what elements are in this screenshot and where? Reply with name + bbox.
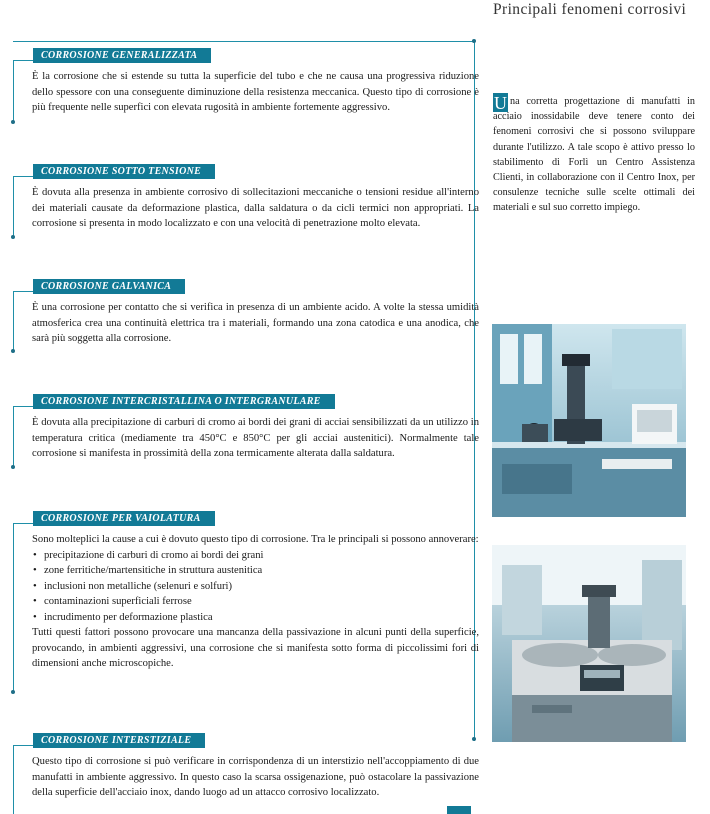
section-tick xyxy=(13,745,33,746)
section-outro: Tutti questi fattori possono provocare una mancanza della passivazione in alcuni punti della superficie, provocando, in ambienti aggressivi, una corrosione che si manifesta sotto forma di piccolissimi fori di dimensioni anche microscopiche. xyxy=(32,627,479,669)
laboratory-illustration xyxy=(492,324,686,517)
polishing-machine-illustration xyxy=(492,545,686,742)
section-title: CORROSIONE INTERCRISTALLINA O INTERGRANULARE xyxy=(33,394,335,409)
section-paragraph: È la corrosione che si estende su tutta la superficie del tubo e che ne causa una progressiva riduzione dello spessore con una conseguente diminuzione della resistenza meccanica. Questo tipo di corrosione è più frequente nelle superfici con elevata rugosità in ambiente fortemente aggressivo. xyxy=(32,71,479,113)
section-rule xyxy=(13,176,14,237)
section-corrosione-generalizzata xyxy=(13,48,479,122)
section-intro: Sono molteplici la cause a cui è dovuto questo tipo di corrosione. Tra le principali si possono annoverare: xyxy=(32,534,479,545)
section-end-dot xyxy=(11,349,15,353)
section-tick xyxy=(13,176,33,177)
section-tick xyxy=(13,291,33,292)
section-tick xyxy=(13,60,33,61)
polishing-machine-photo xyxy=(492,545,686,742)
section-corrosione-galvanica xyxy=(13,279,479,351)
section-rule xyxy=(13,291,14,351)
list-item: • inclusioni non metalliche (selenuri e solfuri) xyxy=(32,579,479,595)
list-item: • incrudimento per deformazione plastica xyxy=(32,610,479,626)
section-rule xyxy=(13,523,14,692)
section-text xyxy=(32,69,479,116)
section-rule xyxy=(13,406,14,467)
section-tick xyxy=(13,406,33,407)
section-title: CORROSIONE SOTTO TENSIONE xyxy=(33,164,215,179)
section-corrosione-intercristallina xyxy=(13,394,479,467)
frame-corner-dot xyxy=(472,39,476,43)
section-text xyxy=(32,754,479,801)
section-end-dot xyxy=(11,120,15,124)
section-paragraph: È dovuta alla precipitazione di carburi di cromo ai bordi dei grani di acciai sensibilizzati da un utilizzo in temperatura critica (mediamente tra 450°C e 850°C per gli acciai austenitici). Normalmente tale corrosione si manifesta in prossimità della zona termicamente alterata dalla saldatura. xyxy=(32,417,479,459)
section-text xyxy=(32,532,479,672)
section-end-dot xyxy=(11,465,15,469)
section-paragraph: È una corrosione per contatto che si verifica in presenza di un ambiente acido. A volte la stessa umidità atmosferica crea una continuità elettrica tra i materiali, formando una zona catodica e una anodica, che sarà più soggetta alla corrosione. xyxy=(32,302,479,344)
section-paragraph: È dovuta alla presenza in ambiente corrosivo di sollecitazioni meccaniche o tensioni residue all'interno dei materiali causate da deformazione plastica, dalla saldatura o da cicli termici non appropriati. La corrosione si presenta in modo localizzato e con una velocità di penetrazione molto elevata. xyxy=(32,187,479,229)
section-rule xyxy=(13,60,14,122)
list-item: • zone ferritiche/martensitiche in struttura austenitica xyxy=(32,563,479,579)
section-text xyxy=(32,185,479,232)
dropcap: U xyxy=(494,93,507,113)
section-paragraph: Questo tipo di corrosione si può verificare in corrispondenza di un interstizio nell'accoppiamento di due manufatti in ambiente aggressivo. In questo caso la scarsa ossigenazione, può ostacolare la passivazione della superficie dell'acciaio inox, dando luogo ad un attacco corrosivo localizzato. xyxy=(32,756,479,798)
list-item: • precipitazione di carburi di cromo ai bordi dei grani xyxy=(32,548,479,564)
section-end-dot xyxy=(11,235,15,239)
section-text xyxy=(32,415,479,462)
section-text xyxy=(32,300,479,347)
section-title: CORROSIONE PER VAIOLATURA xyxy=(33,511,215,526)
sidebar-title: Principali fenomeni corrosivi xyxy=(493,1,687,18)
section-end-dot xyxy=(11,690,15,694)
sidebar-intro: na corretta progettazione di manufatti in acciaio inossidabile deve tenere conto dei fenomeni corrosivi che si possono sviluppare durante l'utilizzo. A tale scopo è attivo presso lo stabilimento di Forlì un Centro Assistenza Clienti, in collaborazione con il Centro Inox, per consulenze tecniche sulle scelte ottimali dei materiali e sul suo corretto impiego. xyxy=(493,96,695,214)
section-tick xyxy=(13,523,33,524)
section-title: CORROSIONE GALVANICA xyxy=(33,279,185,294)
section-title: CORROSIONE GENERALIZZATA xyxy=(33,48,211,63)
list-item: • contaminazioni superficiali ferrose xyxy=(32,594,479,610)
section-corrosione-per-vaiolatura xyxy=(13,511,479,692)
frame-top-rule xyxy=(13,41,474,42)
laboratory-photo xyxy=(492,324,686,517)
corner-mark xyxy=(447,806,471,814)
section-corrosione-sotto-tensione xyxy=(13,164,479,237)
section-corrosione-interstiziale xyxy=(13,733,479,814)
section-rule xyxy=(13,745,14,814)
bullet-list xyxy=(32,548,479,626)
section-title: CORROSIONE INTERSTIZIALE xyxy=(33,733,205,748)
